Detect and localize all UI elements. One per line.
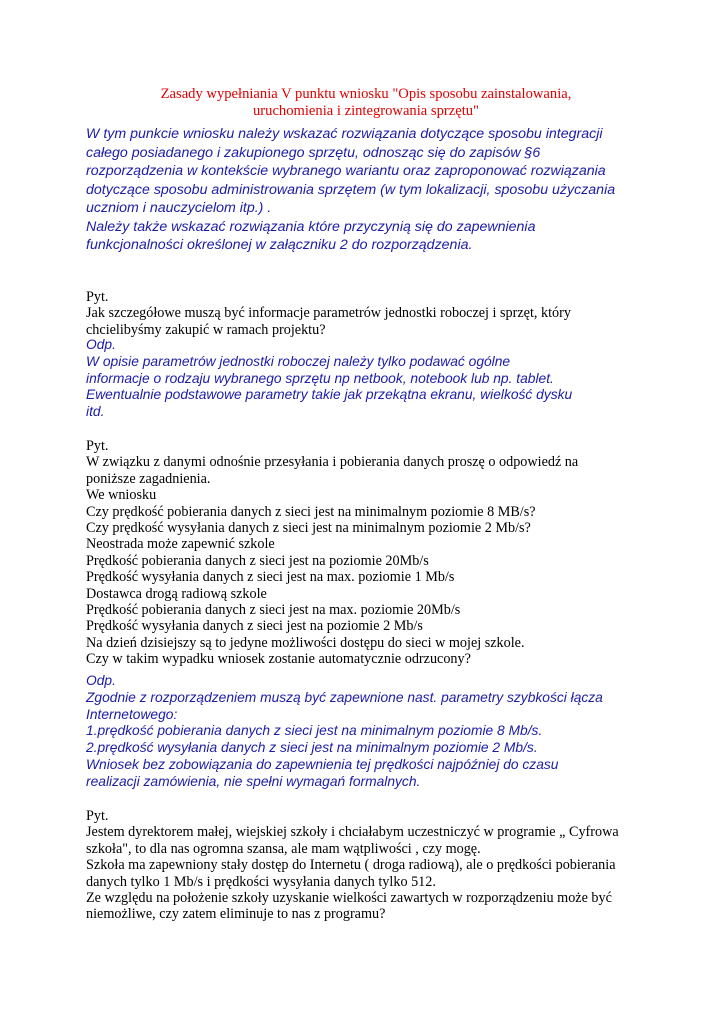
intro-paragraph: [86, 125, 646, 255]
question-line: We wniosku: [86, 487, 157, 504]
title-line: Zasady wypełniania V punktu wniosku "Opis sposobu zainstalowania,: [160, 86, 572, 102]
question-line: Na dzień dzisiejszy są to jedyne możliwości dostępu do sieci w mojej szkole.: [86, 634, 525, 651]
answer-line: Odp.: [86, 337, 116, 352]
question-line: Czy prędkość pobierania danych z sieci jest na minimalnym poziomie 8 MB/s?: [86, 503, 536, 520]
answer-line: 2.prędkość wysyłania danych z sieci jest na minimalnym poziomie 2 Mb/s.: [86, 740, 538, 756]
intro-line: całego posiadanego i zakupionego sprzętu, odnosząc się do zapisów §6: [86, 144, 541, 161]
intro-line: dotyczące sposobu administrowania sprzętem (w tym lokalizacji, sposobu użyczania: [86, 181, 616, 198]
question-line: Dostawca drogą radiową szkole: [86, 585, 267, 602]
intro-line: rozporządzenia w kontekście wybranego wariantu oraz zaproponować rozwiązania: [86, 163, 606, 179]
question-1: [86, 289, 646, 338]
answer-line: realizacji zamówienia, nie spełni wymagań formalnych.: [86, 773, 421, 789]
question-line: Czy w takim wypadku wniosek zostanie automatycznie odrzucony?: [86, 651, 471, 668]
answer-2: [86, 673, 646, 791]
question-line: Szkoła ma zapewniony stały dostęp do Internetu ( droga radiową), ale o prędkości pobierania: [86, 857, 616, 874]
question-line: chcielibyśmy zakupić w ramach projektu?: [86, 321, 326, 338]
question-line: Jak szczegółowe muszą być informacje parametrów jednostki roboczej i sprzęt, który: [86, 305, 571, 322]
question-line: niemożliwe, czy zatem eliminuje to nas z programu?: [86, 906, 386, 923]
question-line: Prędkość wysyłania danych z sieci jest na poziomie 2 Mb/s: [86, 618, 423, 635]
intro-line: Należy także wskazać rozwiązania które przyczynią się do zapewnienia: [86, 218, 536, 235]
answer-line: Odp.: [86, 673, 116, 688]
question-line: danych tylko 1 Mb/s i prędkości wysyłania danych tylko 512.: [86, 873, 436, 890]
question-line: Pyt.: [86, 289, 109, 305]
question-line: poniższe zagadnienia.: [86, 470, 211, 487]
question-line: W związku z danymi odnośnie przesyłania i pobierania danych proszę o odpowiedź na: [86, 454, 579, 471]
answer-line: itd.: [86, 404, 105, 420]
question-line: Prędkość pobierania danych z sieci jest na poziomie 20Mb/s: [86, 552, 429, 569]
question-2: [86, 438, 646, 668]
question-line: Prędkość wysyłania danych z sieci jest na max. poziomie 1 Mb/s: [86, 569, 455, 586]
question-line: Pyt.: [86, 438, 109, 454]
answer-line: W opisie parametrów jednostki roboczej należy tylko podawać ogólne: [86, 353, 511, 369]
answer-line: 1.prędkość pobierania danych z sieci jest na minimalnym poziomie 8 Mb/s.: [86, 723, 543, 739]
question-line: szkoła", to dla nas ogromna szansa, ale mam wątpliwości , czy mogę.: [86, 840, 481, 857]
answer-1: [86, 337, 646, 421]
answer-line: Ewentualnie podstawowe parametry takie jak przekątna ekranu, wielkość dysku: [86, 387, 573, 403]
document-title: [86, 86, 646, 120]
question-line: Neostrada może zapewnić szkole: [86, 536, 275, 553]
title-line: uruchomienia i zintegrowania sprzętu": [253, 103, 479, 119]
question-line: Jestem dyrektorem małej, wiejskiej szkoły i chciałabym uczestniczyć w programie „ Cyfrowa: [86, 824, 619, 841]
answer-line: informacje o rodzaju wybranego sprzętu np netbook, notebook lub np. tablet.: [86, 370, 554, 386]
answer-line: Zgodnie z rozporządzeniem muszą być zapewnione nast. parametry szybkości łącza: [86, 689, 603, 705]
intro-line: uczniom i nauczycielom itp.) .: [86, 200, 272, 216]
question-line: Prędkość pobierania danych z sieci jest na max. poziomie 20Mb/s: [86, 602, 461, 619]
question-line: Czy prędkość wysyłania danych z sieci jest na minimalnym poziomie 2 Mb/s?: [86, 520, 531, 537]
answer-line: Internetowego:: [86, 706, 178, 722]
intro-line: funkcjonalności określonej w załączniku 2 do rozporządzenia.: [86, 237, 473, 253]
question-3: [86, 808, 646, 923]
question-line: Ze względu na położenie szkoły uzyskanie wielkości zawartych w rozporządzeniu może być: [86, 890, 612, 907]
question-line: Pyt.: [86, 808, 109, 824]
answer-line: Wniosek bez zobowiązania do zapewnienia tej prędkości najpóźniej do czasu: [86, 756, 559, 772]
intro-line: W tym punkcie wniosku należy wskazać rozwiązania dotyczące sposobu integracji: [86, 126, 603, 142]
